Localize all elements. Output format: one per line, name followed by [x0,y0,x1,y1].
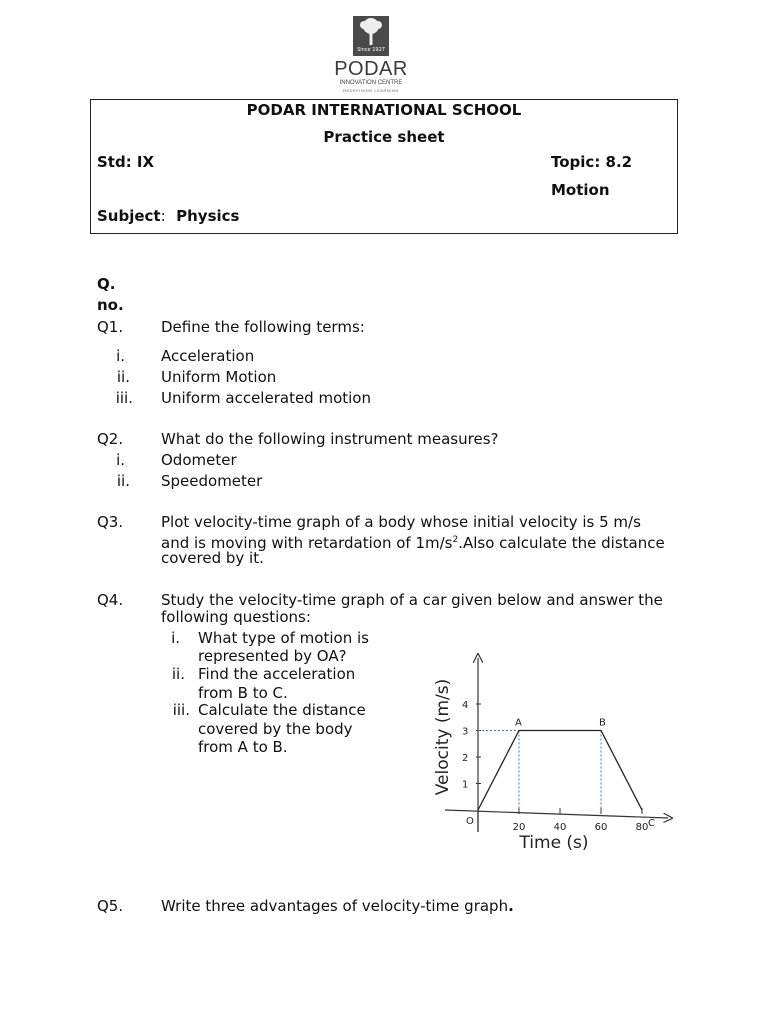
y-tick-label-2: 2 [462,753,469,764]
q2-number: Q2. [97,430,124,448]
q4-line2: following questions: [161,608,311,626]
sheet-title: Practice sheet [323,128,445,146]
school-logo [329,14,413,96]
q4-roman-1: i. [171,629,180,647]
q2-text: What do the following instrument measures? [161,430,499,448]
y-tick-label-4: 4 [462,700,469,711]
q1-item-1: Acceleration [161,347,255,365]
q3-line2-post: .Also calculate the distance [458,534,665,552]
x-tick-label-80: 80 [635,822,649,833]
q4-item-3-line1: Calculate the distance [198,701,366,719]
y-tick-label-3: 3 [462,726,469,738]
q1-item-2: Uniform Motion [161,368,277,386]
q4-item-2-line2: from B to C. [198,684,288,702]
q5-text-end: . [508,897,514,915]
q2-roman-2: ii. [116,472,130,490]
logo-subtitle: INNOVATION CENTRE [339,80,403,86]
q1-roman-1: i. [116,347,125,365]
q3-line2-pre: and is moving with retardation of 1m/s [161,534,453,552]
q3-superscript: 2 [452,535,459,545]
q4-item-1-line1: What type of motion is [198,629,369,647]
q2-item-1: Odometer [161,451,237,469]
qno-header-line1: Q. [97,275,116,293]
logo-since: Since 1927 [357,47,385,53]
topic-label: Topic: 8.2 [551,153,633,171]
q5-text-body: Write three advantages of velocity-time graph [161,897,509,915]
velocity-time-graph [430,650,675,860]
q4-line1: Study the velocity-time graph of a car given below and answer the [161,591,663,609]
subject-label: Subject [97,207,161,225]
subject-colon: : [160,207,166,225]
school-name: PODAR INTERNATIONAL SCHOOL [246,101,522,119]
q4-item-3-line3: from A to B. [198,738,288,756]
q4-item-3-line2: covered by the body [198,720,353,738]
velocity-curve [478,731,642,811]
q3-number: Q3. [97,513,124,531]
x-tick-label-40: 40 [553,822,567,833]
subject-line [97,207,239,225]
point-label-c: C [648,818,655,829]
header-box [90,99,678,234]
q2-item-2: Speedometer [161,472,263,490]
q5-text [161,898,514,915]
q5-number: Q5. [97,897,124,915]
x-tick-label-60: 60 [594,822,608,833]
point-label-a: A [515,717,522,729]
q1-item-3: Uniform accelerated motion [161,389,371,407]
q4-item-2-line1: Find the acceleration [198,665,356,683]
q3-line3: covered by it. [161,549,264,567]
q4-roman-2: ii. [171,665,185,683]
q1-roman-2: ii. [116,368,130,386]
subject-value: Physics [176,207,240,225]
origin-label: O [466,816,474,827]
q2-roman-1: i. [116,451,125,469]
x-tick-label-20: 20 [512,822,526,833]
topic-name: Motion [551,181,610,199]
q1-number: Q1. [97,318,124,336]
q4-number: Q4. [97,591,124,609]
y-axis-label: Velocity (m/s) [433,678,453,796]
std-label: Std: IX [97,153,155,171]
q4-item-1-line2: represented by OA? [198,647,347,665]
logo-tagline: REDEFINING LEARNING [343,88,399,93]
q4-roman-3: iii. [172,701,190,719]
point-label-b: B [599,717,606,729]
q1-text: Define the following terms: [161,318,365,336]
logo-brand: PODAR [334,58,408,80]
q3-line1: Plot velocity-time graph of a body whose initial velocity is 5 m/s [161,513,641,531]
x-axis-label: Time (s) [519,833,589,853]
qno-header-line2: no. [97,296,124,314]
q1-roman-3: iii. [115,389,133,407]
y-tick-label-1: 1 [462,779,469,791]
